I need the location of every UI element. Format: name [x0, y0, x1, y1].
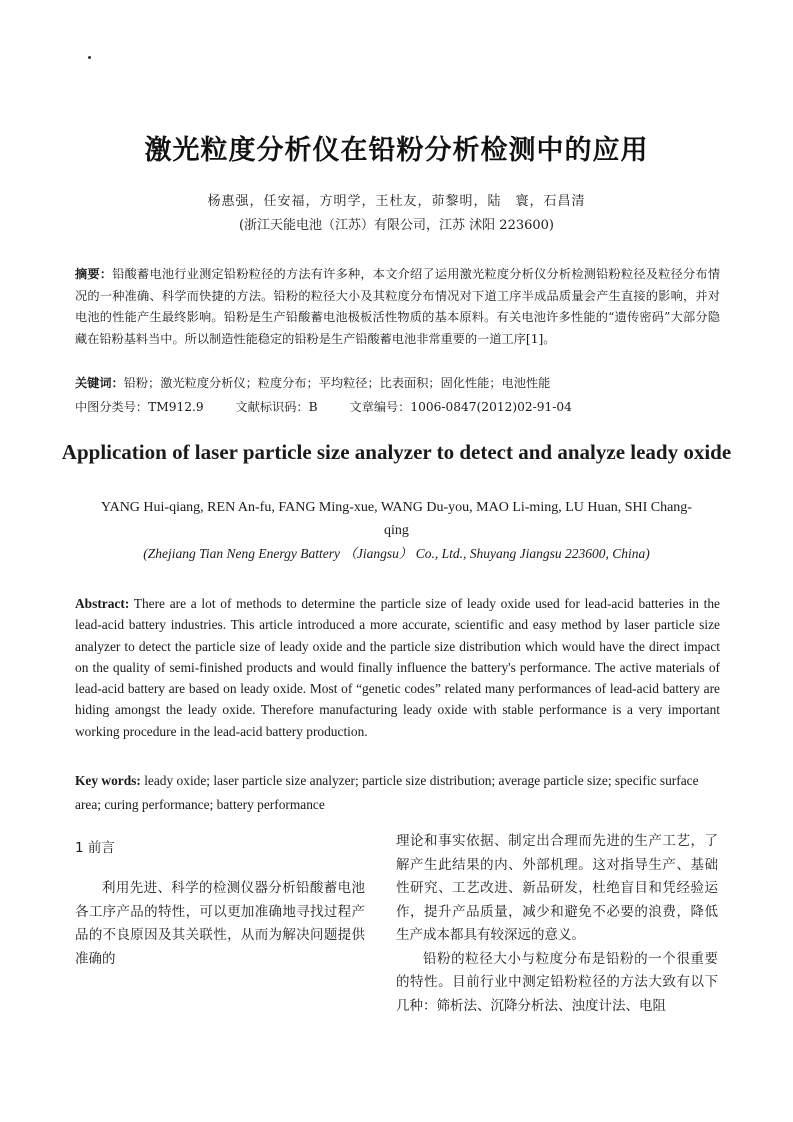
classification-line	[75, 398, 735, 415]
english-keywords	[75, 769, 720, 817]
english-abstract-label: Abstract:	[75, 596, 130, 611]
chinese-abstract-label: 摘要：	[75, 267, 113, 281]
article-number: 文章编号：1006-0847(2012)02-91-04	[349, 400, 572, 414]
english-authors: YANG Hui-qiang, REN An-fu, FANG Ming-xue, WANG Du-you, MAO Li-ming, LU Huan, SHI Chang-qing	[101, 500, 692, 538]
english-keywords-label: Key words:	[75, 773, 141, 788]
chinese-authors: 杨惠强，任安福，方明学，王杜友，茆黎明，陆 寰，石昌清	[207, 194, 586, 209]
chinese-keywords	[75, 374, 735, 391]
english-title: Application of laser particle size analyzer to detect and analyze leady oxide	[61, 440, 732, 464]
chinese-abstract	[75, 264, 720, 350]
clc-number: 中图分类号：TM912.9	[75, 400, 204, 414]
right-column	[396, 830, 718, 1018]
english-abstract-text: There are a lot of methods to determine the particle size of leady oxide used for lead-acid batteries in the lead-acid battery industries. This article introduced a more accurate, scientific and easy method by laser particle size analyzer to detect the particle size of leady oxide and the particle size distribution which would have the direct impact on the quality of semi-finished products and would finally influence the battery's performance. The active materials of lead-acid battery are based on leady oxide. Most of “genetic codes” related many performances of lead-acid battery are hiding amongst the leady oxide. Therefore manufacturing leady oxide with stable performance is a very important working procedure in the lead-acid battery production.	[75, 596, 720, 739]
body-paragraph: 理论和事实依据、制定出合理而先进的生产工艺，了解产生此结果的内、外部机理。这对指导生产、基础性研究、工艺改进、新品研发，杜绝盲目和凭经验运作，提升产品质量，减少和避免不必要的浪费，降低生产成本都具有较深远的意义。	[396, 833, 718, 943]
english-abstract	[75, 593, 720, 742]
chinese-keywords-text: 铅粉；激光粒度分析仪；粒度分布；平均粒径；比表面积；固化性能；电池性能	[123, 376, 551, 390]
chinese-abstract-text: 铅酸蓄电池行业测定铅粉粒径的方法有许多种，本文介绍了运用激光粒度分析仪分析检测铅粉粒径及粒径分布情况的一种准确、科学而快捷的方法。铅粉的粒径大小及其粒度分布情况对下道工序半成品质量会产生直接的影响，并对电池的性能产生最终影响。铅粉是生产铅酸蓄电池极板活性物质的基本原料。有关电池许多性能的“遗传密码”大部分隐藏在铅粉基料当中。所以制造性能稳定的铅粉是生产铅酸蓄电池非常重要的一道工序[1]。	[75, 267, 721, 346]
english-keywords-text: leady oxide; laser particle size analyzer; particle size distribution; average particle size; specific surface area; curing performance; battery performance	[75, 773, 699, 812]
body-paragraph: 利用先进、科学的检测仪器分析铅酸蓄电池各工序产品的特性，可以更加准确地寻找过程产品的不良原因及其关联性，从而为解决问题提供准确的	[75, 880, 365, 967]
chinese-affiliation: (浙江天能电池（江苏）有限公司，江苏 沭阳 223600)	[238, 218, 555, 233]
section-heading: 1 前言	[75, 840, 115, 856]
body-paragraph: 铅粉的粒径大小与粒度分布是铅粉的一个很重要的特性。目前行业中测定铅粉粒径的方法大致有以下几种：筛析法、沉降分析法、浊度计法、电阻	[396, 950, 718, 1014]
document-code: 文献标识码：B	[235, 400, 318, 414]
chinese-keywords-label: 关键词：	[75, 376, 124, 390]
chinese-title: 激光粒度分析仪在铅粉分析检测中的应用	[144, 135, 649, 166]
left-column	[75, 877, 365, 971]
english-affiliation: (Zhejiang Tian Neng Energy Battery （Jiangsu） Co., Ltd., Shuyang Jiangsu 223600, China)	[143, 546, 650, 561]
scan-dot	[88, 56, 91, 59]
